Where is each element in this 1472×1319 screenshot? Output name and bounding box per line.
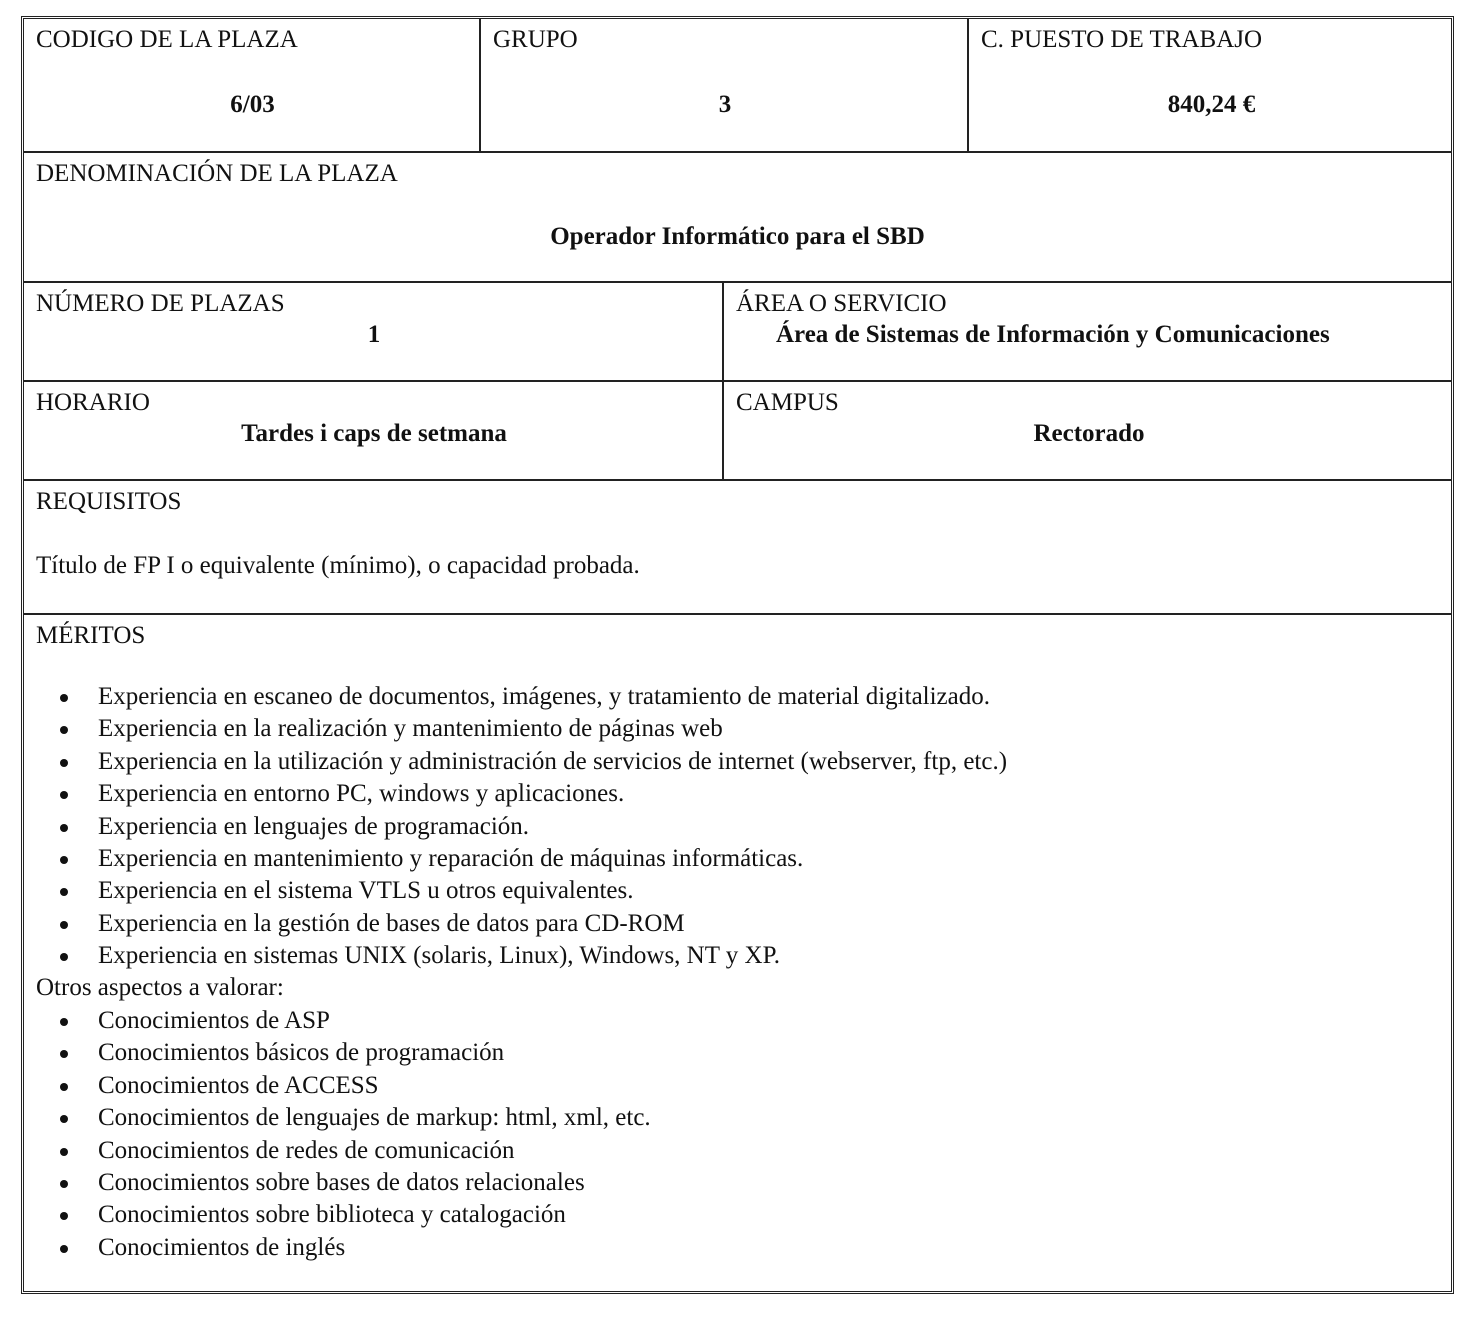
cell-codigo [24, 19, 481, 151]
meritos-label: MÉRITOS [36, 622, 146, 649]
bullet-icon [60, 791, 68, 799]
list-item: Experiencia en la realización y mantenimiento de páginas web [24, 713, 1007, 745]
bullet-icon [60, 726, 68, 734]
list-item: Experiencia en sistemas UNIX (solaris, Linux), Windows, NT y XP. [24, 940, 1007, 972]
bullet-icon [60, 856, 68, 864]
denominacion-label: DENOMINACIÓN DE LA PLAZA [36, 160, 398, 187]
puesto-label: C. PUESTO DE TRABAJO [981, 26, 1263, 53]
numero-label: NÚMERO DE PLAZAS [36, 290, 285, 317]
list-item: Conocimientos de redes de comunicación [24, 1135, 651, 1167]
bullet-icon [60, 888, 68, 896]
bullet-icon [60, 1018, 68, 1026]
list-item: Experiencia en entorno PC, windows y aplicaciones. [24, 778, 1007, 810]
row-identifiers [24, 19, 1451, 153]
otros-list [24, 1005, 651, 1264]
list-item: Experiencia en lenguajes de programación. [24, 811, 1007, 843]
list-item: Experiencia en escaneo de documentos, imágenes, y tratamiento de material digitalizado. [24, 681, 1007, 713]
requisitos-text: Título de FP I o equivalente (mínimo), o capacidad probada. [36, 552, 640, 579]
list-item: Conocimientos básicos de programación [24, 1037, 651, 1069]
bullet-icon [60, 1083, 68, 1091]
grupo-label: GRUPO [493, 26, 578, 53]
row-requisitos [24, 481, 1451, 615]
bullet-icon [60, 1180, 68, 1188]
list-item: Conocimientos de lenguajes de markup: html, xml, etc. [24, 1102, 651, 1134]
numero-value: 1 [367, 321, 381, 348]
cell-area [724, 283, 1451, 380]
grupo-value: 3 [718, 91, 732, 118]
otros-label: Otros aspectos a valorar: [36, 974, 284, 1001]
list-item: Conocimientos de ACCESS [24, 1070, 651, 1102]
meritos-list [24, 681, 1007, 973]
list-item: Conocimientos sobre bases de datos relacionales [24, 1167, 651, 1199]
list-item: Conocimientos sobre biblioteca y catalogación [24, 1199, 651, 1231]
area-value: Área de Sistemas de Información y Comunicaciones [776, 321, 1330, 348]
codigo-value: 6/03 [230, 91, 275, 118]
bullet-icon [60, 1050, 68, 1058]
row-meritos [24, 615, 1451, 1291]
bullet-icon [60, 694, 68, 702]
list-item: Experiencia en mantenimiento y reparación de máquinas informáticas. [24, 843, 1007, 875]
campus-value: Rectorado [1033, 420, 1145, 447]
list-item: Experiencia en el sistema VTLS u otros equivalentes. [24, 875, 1007, 907]
list-item: Conocimientos de inglés [24, 1232, 651, 1264]
cell-puesto [969, 19, 1451, 151]
job-posting-form [21, 16, 1454, 1294]
campus-label: CAMPUS [736, 389, 839, 416]
bullet-icon [60, 1212, 68, 1220]
bullet-icon [60, 1115, 68, 1123]
list-item: Experiencia en la gestión de bases de datos para CD-ROM [24, 908, 1007, 940]
bullet-icon [60, 1245, 68, 1253]
row-horario-campus [24, 382, 1451, 481]
bullet-icon [60, 824, 68, 832]
bullet-icon [60, 953, 68, 961]
area-label: ÁREA O SERVICIO [736, 290, 947, 317]
bullet-icon [60, 1148, 68, 1156]
puesto-value: 840,24 € [1167, 91, 1256, 118]
horario-value: Tardes i caps de setmana [241, 420, 507, 447]
cell-campus [724, 382, 1451, 479]
horario-label: HORARIO [36, 389, 150, 416]
row-numero-area [24, 283, 1451, 382]
codigo-label: CODIGO DE LA PLAZA [36, 26, 298, 53]
list-item: Experiencia en la utilización y administración de servicios de internet (webserver, ftp, etc.) [24, 746, 1007, 778]
bullet-icon [60, 921, 68, 929]
cell-numero [24, 283, 724, 380]
list-item: Conocimientos de ASP [24, 1005, 651, 1037]
bullet-icon [60, 759, 68, 767]
requisitos-label: REQUISITOS [36, 488, 182, 515]
cell-horario [24, 382, 724, 479]
row-denominacion [24, 153, 1451, 283]
cell-grupo [481, 19, 969, 151]
denominacion-value: Operador Informático para el SBD [550, 223, 925, 250]
